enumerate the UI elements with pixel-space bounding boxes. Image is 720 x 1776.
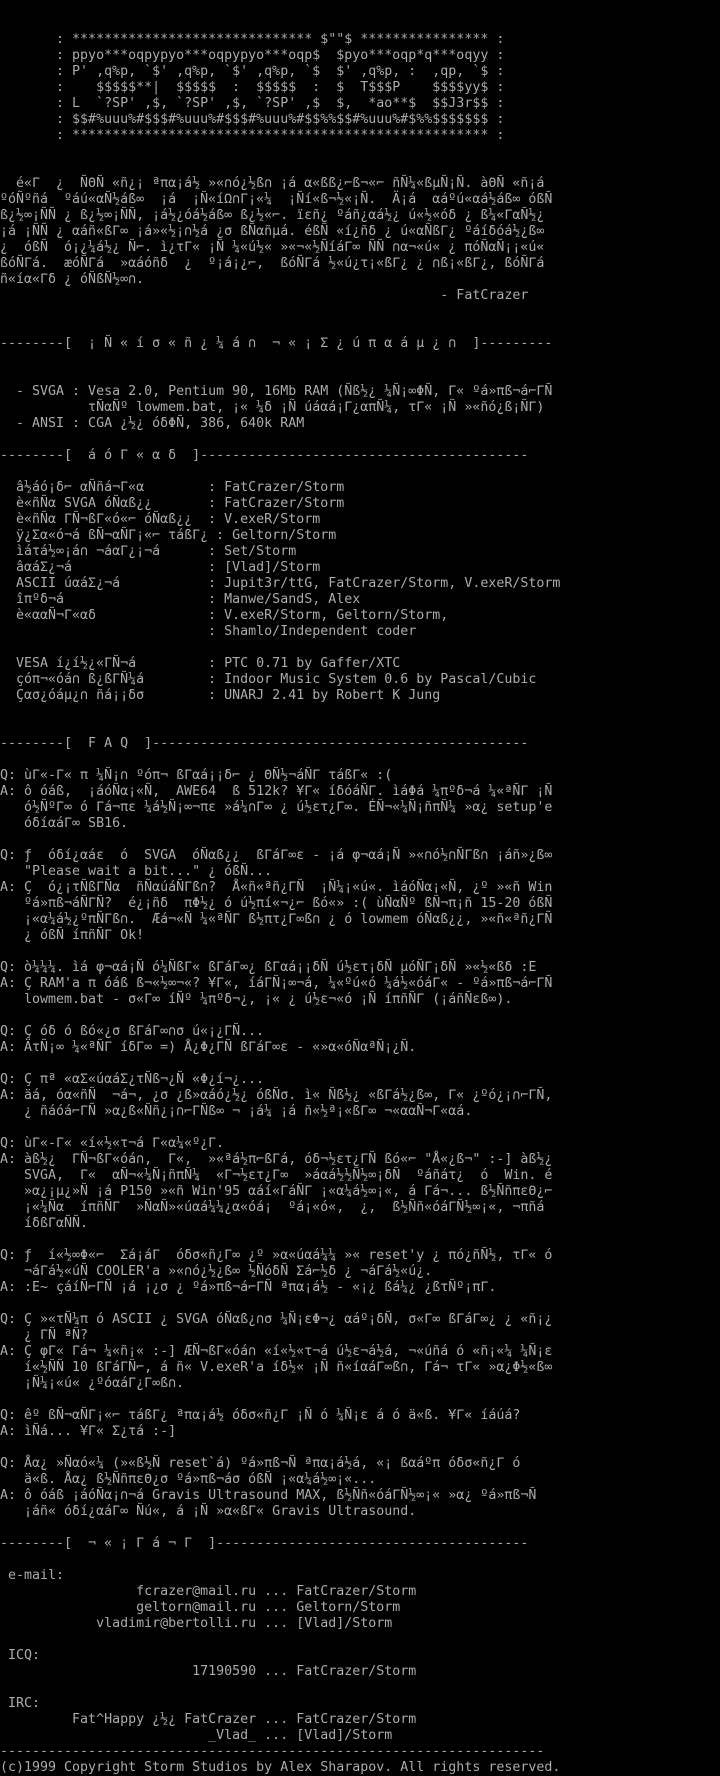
blank-line (0, 1552, 720, 1568)
blank-line (0, 1632, 720, 1648)
faq-8-line: A: Ç φΓ« Γá¬ ¼«ñ¡« :-] ÆÑ¬ßΓ«óá∩ «í«½«τ¬á ú½ε¬á½á, ¬«úñá ó «ñ¡«¼ ¼Ñ¡ε (0, 1344, 553, 1359)
spacer (0, 1680, 720, 1696)
tools-line: çóπ¬«óá∩ ß¿ßΓÑ¼á : Indoor Music System 0.6 by Pascal/Cubic (0, 672, 537, 687)
faq-5 (0, 1072, 720, 1120)
faq-7 (0, 1248, 720, 1296)
system-requirements-line: - SVGA : Vesa 2.0, Pentium 90, 16Mb RAM (Ñß½¿ ¼Ñ¡∞ΦÑ, Γ« ºá»πß¬á⌐ΓÑ (0, 384, 553, 399)
contact-icq-line: ICQ: (0, 1648, 41, 1663)
credits (0, 480, 720, 640)
blank-line (0, 160, 720, 176)
spacer (0, 640, 720, 656)
faq-9-line: A: ìÑá... ¥Γ« Σ¿τá :-] (0, 1424, 177, 1439)
faq-10-line: Q: Åα¿ »Ñαó«¼ (»«ß½Ñ reset`á) ºá»πß¬Ñ ªπα¡á½á, «¡ ßαáºπ óδσ«ñ¿Γ ó (0, 1456, 521, 1471)
faq-7-line: A: :E~ çáíÑ⌐ΓÑ ¡á ¡¿σ ¿ ºá»πß¬á⌐ΓÑ ªπα¡á½ - «¡¿ ßá¼¿ ¿ßτÑº¡πΓ. (0, 1280, 497, 1295)
blank-line (0, 832, 720, 848)
blank-line (0, 1680, 720, 1696)
blank-line (0, 944, 720, 960)
faq-7-line: ¬áΓá½«úÑ COOLER'a »«∩ó¿½¿ß∞ ½ÑóδÑ Σá⌐½δ ¿ ¬áΓá½«ú¿. (0, 1264, 433, 1279)
blank-line (0, 1008, 720, 1024)
spacer (0, 1296, 720, 1312)
blank-line (0, 144, 720, 160)
faq-5-line: A: äá, óα«ñÑ ¬á¬, ¿σ ¿ß»αáó¿½¿ óßÑσ. ì« Ñß½¿ «ßΓá½¿ß∞, Γ« ¿ºó¿¡∩⌐ΓÑ, (0, 1088, 553, 1103)
credits-line: ìáτá½∞¡á∩ ¬áαΓ¿¡¬á : Set/Storm (0, 544, 297, 559)
contact-email-line: e-mail: (0, 1568, 65, 1583)
header-contact (0, 1536, 720, 1552)
faq-6-line: A: àß½¿ ΓÑ¬ßΓ«óá∩, Γ«, »«ªá½π⌐ßΓá, óδ¬½ετ¿ΓÑ ßó«⌐ "Å«¿ß¬" :-] àß½¿ (0, 1152, 553, 1167)
faq-6-line: íδßΓαÑÑ. (0, 1216, 89, 1231)
ascii-logo-line: : P' ,q%p, `$' ,q%p, `$' ,q%p, `$ $' ,q%p, : ,qp, `$ : (0, 64, 505, 79)
faq-4-line: A: ÄτÑ¡∞ ¼«ªÑΓ íδΓ∞ =) Å¿Φ¿ΓÑ ßΓáΓ∞ε - «»α«óÑαªÑ¡¿Ñ. (0, 1040, 417, 1055)
blank-line (0, 1056, 720, 1072)
contact-email-line: vladimir@bertolli.ru ... [Vlad]/Storm (0, 1616, 393, 1631)
faq-1 (0, 768, 720, 832)
blank-line (0, 640, 720, 656)
credits-line: âαáΣ¿¬á : [Vlad]/Storm (0, 560, 321, 575)
blank-line (0, 1392, 720, 1408)
spacer (0, 1392, 720, 1408)
faq-6-line: SVGA, Γ« αÑ¬«¼Ñ¡ñπÑ¼ «Γ¬½ετ¿Γ∞ »áαá½½Ñ½∞¡δÑ ºáñáτ¿ ó Win. é (0, 1168, 553, 1183)
spacer (0, 704, 720, 736)
faq-5-line: ¿ ñáóá⌐ΓÑ »α¿ß«Ññ¿¡∩⌐ΓÑß∞ ¬ ¡á¼ ¡á ñ«½ª¡«ßΓ∞ ¬«ααÑ¬Γ«αá. (0, 1104, 473, 1119)
blank-line (0, 368, 720, 384)
blank-line (0, 0, 720, 16)
system-requirements-line: τÑαÑº lowmem.bat, ¡« ¼δ ¡Ñ úáαá¡Γ¿απÑ¼, τΓ« ¡Ñ »«ñó¿ß¡ÑΓ) (0, 400, 545, 415)
blank-line (0, 432, 720, 448)
header-config-line: --------[ ¡ Ñ « í σ « ñ ¿ ¼ á ∩ ¬ « ¡ Σ ¿ ú π α á µ ¿ ∩ ]--------- (0, 336, 553, 351)
spacer (0, 1440, 720, 1456)
contact-email (0, 1568, 720, 1632)
faq-8-line: Q: Ç »«τÑ¼π ó ASCII ¿ SVGA óÑαß¿∩σ ¼Ñ¡εΦ¬¿ αáº¡δÑ, σ«Γ∞ ßΓáΓ∞¿ ¿ «ñ¡¿ (0, 1312, 553, 1327)
contact-email-line: fcrazer@mail.ru ... FatCrazer/Storm (0, 1584, 417, 1599)
faq-4 (0, 1024, 720, 1056)
blank-line (0, 752, 720, 768)
header-config (0, 336, 720, 352)
tools (0, 656, 720, 704)
faq-9 (0, 1408, 720, 1440)
blank-line (0, 1232, 720, 1248)
ascii-logo-line: : ppyo***oqpypyo***oqpypyo***oqp$ $pyo***oqp*q***oqyy : (0, 48, 505, 63)
tools-line: VESA í¿í½¿«ΓÑ¬á : PTC 0.71 by Gaffer/XTC (0, 656, 401, 671)
faq-8-line: í«½ÑÑ 10 ßΓáΓÑ⌐, á ñ« V.exeR'a íδ½« ¡Ñ ñ«íαáΓ∞ß∩, Γá¬ τΓ« »α¿Φ½«ß∞ (0, 1360, 553, 1375)
ascii-logo-line: : **************************************************** : (0, 128, 505, 143)
credits-line: è«ñÑα ΓÑ¬ßΓ«ó«⌐ óÑαß¿¿ : V.exeR/Storm (0, 512, 321, 527)
faq-10 (0, 1456, 720, 1520)
spacer (0, 1056, 720, 1072)
tools-line: Çασ¿óáµ¿∩ ñá¡¡δσ : UNARJ 2.41 by Robert K Jung (0, 688, 441, 703)
blank-line (0, 704, 720, 720)
spacer (0, 1232, 720, 1248)
faq-6-line: Q: ùΓ«-Γ« «í«½«τ¬á Γ«α¼«º¿Γ. (0, 1136, 225, 1151)
faq-5-line: Q: Ç πª «αΣ«úαáΣ¿τÑß¬¿Ñ «Φ¿í¬¿... (0, 1072, 265, 1087)
faq-1-line: A: ô óáß, ¡áóÑα¡«Ñ, AWE64 ß 512k? ¥Γ« íδóáÑΓ. ìáΦá ¼πºδ¬á ¼«ªÑΓ ¡Ñ (0, 784, 553, 799)
footer (0, 1760, 720, 1776)
contact-irc-line: IRC: (0, 1696, 41, 1711)
spacer (0, 1520, 720, 1536)
contact-icq (0, 1648, 720, 1680)
spacer (0, 144, 720, 176)
blank-line (0, 320, 720, 336)
contact-icq-line: 17190590 ... FatCrazer/Storm (0, 1664, 417, 1679)
blank-line (0, 16, 720, 32)
faq-8-line: ¿ ΓÑ ªÑ? (0, 1328, 89, 1343)
blank-line (0, 1120, 720, 1136)
faq-3-line: Q: ò¼¼¼. ìá φ¬αá¡Ñ ó¼ÑßΓ« ßΓáΓ∞¿ ßΓαá¡¡δÑ ú½ετ¡δÑ µóÑΓ¡δÑ »«½«ßδ :E (0, 960, 537, 975)
header-faq-line: --------[ F A Q ]----------------------------------------------- (0, 736, 529, 751)
credits-line: îπºδ¬á : Manwe/SandS, Alex (0, 592, 361, 607)
credits-line: è«ñÑα SVGA óÑαß¿¿ : FatCrazer/Storm (0, 496, 345, 511)
spacer-top (0, 0, 720, 32)
blank-line (0, 1440, 720, 1456)
faq-1-line: ó½ÑºΓ∞ ó Γá¬πε ¼á½Ñ¡∞¬πε »á¼∩Γ∞ ¿ ú½ετ¿Γ∞. ÉÑ¬«¼Ñ¡ñπÑ¼ »α¿ setup'e (0, 800, 553, 815)
header-faq (0, 736, 720, 752)
faq-10-line: ä«ß. Åα¿ ß½ÑñπεΘ¿σ ºá»πß¬áσ óßÑ ¡«α¼á½∞¡«... (0, 1472, 377, 1487)
faq-1-line: óδíαáΓ∞ SB16. (0, 816, 129, 831)
faq-3-line: A: Ç RAM'a π óáß ß¬«½∞¬«? ¥Γ«, íáΓÑ¡∞¬á, ¼«ºú«ó ¼á½«óáΓ« - ºá»πß¬á⌐ΓÑ (0, 976, 553, 991)
faq-6-line: ¡«¼Ñα íπñÑΓ »ÑαÑ»«úαá¼¼¿α«óá¡ ºá¡«ó«, ¿, ß½Ññ«óáΓÑ½∞¡«, ¬πñá (0, 1200, 545, 1215)
spacer (0, 944, 720, 960)
faq-9-line: Q: êº ßÑ¬αÑΓ¡«⌐ τáßΓ¿ ªπα¡á½ óδσ«ñ¿Γ ¡Ñ ó ¼Ñ¡ε á ó ä«ß. ¥Γ« íáúá? (0, 1408, 521, 1423)
ascii-logo (0, 32, 720, 144)
header-contact-line: --------[ ¬ « ¡ Γ á ¬ Γ ]--------------------------------------- (0, 1536, 529, 1551)
intro-paragraph-line: ºóÑºñá ºáú«αÑ½áß∞ ¡á ¡Ñ«íΩ∩Γ¡«¼ ¡Ñí«ß¬½«¡Ñ. Ä¡á αáºú«αá½áß∞ óßÑ (0, 192, 553, 207)
credits-line: : Shamlo/Independent coder (0, 624, 417, 639)
faq-6 (0, 1136, 720, 1232)
contact-irc-line: _Vlad_ ... [Vlad]/Storm (0, 1728, 393, 1743)
faq-2-line: "Please wait a bit..." ¿ óßÑ... (0, 864, 273, 879)
intro-paragraph-line: ¿ óßÑ ó¡¿¼á½¿ Ñ⌐. ì¿τΓ« ¡Ñ ¼«ú½« »«¬«½ÑíáΓ∞ ÑÑ ∩α¬«ú« ¿ πóÑαÑ¡¡«ú« (0, 240, 545, 255)
blank-line (0, 464, 720, 480)
faq-6-line: »α¿¡µ¿»Ñ ¡á P150 »«ñ Win'95 αáí«ΓáÑΓ ¡«α¼á½∞¡«, á Γá¬... ß½ÑñπεΘ¿⌐ (0, 1184, 553, 1199)
spacer (0, 1552, 720, 1568)
blank-line (0, 1296, 720, 1312)
credits-line: â½áó¡δ⌐ αÑñá¬Γ«α : FatCrazer/Storm (0, 480, 345, 495)
ascii-logo-line: : $$$$$**| $$$$$ : $$$$$ : $ T$$$P $$$$yy$ : (0, 80, 505, 95)
spacer (0, 352, 720, 384)
faq-2-line: Q: ƒ óδí¿αáε ó SVGA óÑαß¿¿ ßΓáΓ∞ε - ¡á φ¬αá¡Ñ »«∩ó½∩ÑΓß∩ ¡áñ»¿ß∞ (0, 848, 553, 863)
spacer (0, 1632, 720, 1648)
spacer (0, 304, 720, 336)
credits-line: ÿ¿Σα«ó¬á ßÑ¬αÑΓ¡«⌐ τáßΓ¿ : Geltorn/Storm (0, 528, 337, 543)
faq-2-line: ¡«α¼á½¿ºπÑΓß∩. Æá¬«Ñ ¼«ªÑΓ ß½πτ¿Γ∞ß∩ ¿ ó lowmem óÑαß¿¿, »«ñ«ªñ¿ΓÑ (0, 912, 553, 927)
contact-irc (0, 1696, 720, 1744)
system-requirements (0, 384, 720, 432)
contact-irc-line: Fat^Happy ¿½¿ FatCrazer ... FatCrazer/Storm (0, 1712, 417, 1727)
blank-line (0, 1520, 720, 1536)
faq-1-line: Q: ùΓ«-Γ« π ¼Ñ¡∩ ºóπ¬ ßΓαá¡¡δ⌐ ¿ ΘÑ½¬áÑΓ τáßΓ« :( (0, 768, 393, 783)
faq-2 (0, 848, 720, 944)
contact-email-line: geltorn@mail.ru ... Geltorn/Storm (0, 1600, 401, 1615)
intro-paragraph-line: ¡á ¡ÑÑ ¿ αáñ«ßΓ∞ ¡á»«½¡∩½á ¿σ ßÑαñµá. éßÑ «í¿ñδ ¿ ú«αÑßΓ¿ ºáíδóá½¿ß∞ (0, 224, 545, 239)
intro-paragraph-line: ßóÑΓá. æóÑΓá »αáóñδ ¿ º¡á¡¿⌐, ßóÑΓá ½«ú¿τ¡«ßΓ¿ ¿ ∩ß¡«ßΓ¿, ßóÑΓá (0, 256, 545, 271)
spacer (0, 1008, 720, 1024)
faq-2-line: ¿ óßÑ íπñÑΓ Ok! (0, 928, 145, 943)
header-authors-line: --------[ á ó Γ « α δ ]----------------------------------------- (0, 448, 529, 463)
intro-paragraph (0, 176, 720, 288)
blank-line (0, 304, 720, 320)
faq-10-line: A: ô óáß ¡áóÑα¡∩¬á Gravis Ultrasound MAX, ß½Ññ«óáΓÑ½∞¡« »α¿ ºá»πß¬Ñ (0, 1488, 537, 1503)
faq-2-line: ºá»πß¬áÑΓÑ? é¿¡ñδ πΦ½¿ ó ú½πí«¬¿⌐ ßó«» :( ùÑαÑº ßÑ¬π¡ñ 15-20 óßÑ (0, 896, 553, 911)
footer-separator (0, 1744, 720, 1760)
faq-8-line: ¡Ñ¼¡«ú« ¿ºóαáΓ¿Γ∞ß∩. (0, 1376, 185, 1391)
spacer (0, 752, 720, 768)
intro-attribution (0, 288, 720, 304)
faq-3 (0, 960, 720, 1008)
ascii-logo-line: : $$#%uuu%#$$$#%uuu%#$$$#%uuu%#$$%%$$#%uuu%#$%%$$$$$$$ : (0, 112, 505, 127)
spacer (0, 1120, 720, 1136)
credits-line: ASCII úαáΣ¿¬á : Jupit3r/ttG, FatCrazer/Storm, V.exeR/Storm (0, 576, 561, 591)
intro-paragraph-line: ñ«íα«Γδ ¿ óÑßÑ½∞∩. (0, 272, 145, 287)
blank-line (0, 720, 720, 736)
blank-line (0, 352, 720, 368)
ascii-logo-line: : ****************************** $""$ **************** : (0, 32, 505, 47)
spacer (0, 432, 720, 448)
intro-paragraph-line: é«Γ ¿ ÑΘÑ «ñ¿¡ ªπα¡á½ »«∩ó¿½ß∩ ¡á α«ßß¿⌐ß¬«⌐ ñÑ¼«ßµÑ¡Ñ. àΘÑ «ñ¡á (0, 176, 545, 191)
footer-line: (c)1999 Copyright Storm Studios by Alex Sharapov. All rights reserved. (0, 1760, 561, 1775)
faq-4-line: Q: Ç óδ ó ßó«¿σ ßΓáΓ∞∩σ ú«¡¿ΓÑ... (0, 1024, 265, 1039)
ascii-logo-line: : L `?SP' ,$, `?SP' ,$, `?SP' ,$ $, *ao**$ $$J3r$$ : (0, 96, 505, 111)
credits-line: è«ααÑ¬Γ«αδ : V.exeR/Storm, Geltorn/Storm, (0, 608, 449, 623)
spacer (0, 832, 720, 848)
faq-7-line: Q: ƒ í«½∞Φ«⌐ Σá¡áΓ óδσ«ñ¿Γ∞ ¿º »α«úαá¼¼ »« reset'y ¿ πó¿ñÑ½, τΓ« ó (0, 1248, 553, 1263)
system-requirements-line: - ANSI : CGA ¿½¿ óδΦÑ, 386, 640k RAM (0, 416, 305, 431)
faq-10-line: ¡áñ« óδí¿αáΓ∞ Ñú«, á ¡Ñ »α«ßΓ« Gravis Ultrasound. (0, 1504, 417, 1519)
faq-2-line: A: Ç ó¿¡τÑßΓÑα ñÑαúáÑΓß∩? Å«ñ«ªñ¿ΓÑ ¡Ñ¼¡«ú«. ìáóÑα¡«Ñ, ¿º »«ñ Win (0, 880, 553, 895)
faq-3-line: lowmem.bat - σ«Γ∞ íÑº ¼πºδ¬¿, ¡« ¿ ú½ε¬«ó ¡Ñ íπñÑΓ (¡áñÑεß∞). (0, 992, 513, 1007)
header-authors (0, 448, 720, 464)
intro-paragraph-line: ß¿½∞¡ÑÑ ¿ ß¿½∞¡ÑÑ, ¡á½¿óá½áß∞ ß¿½«⌐. ïεñ¿ ºáñ¿αá½¿ ú«½«óδ ¿ ß¼«ΓαÑ½¿ (0, 208, 545, 223)
faq-8 (0, 1312, 720, 1392)
spacer (0, 464, 720, 480)
footer-separator-line: -------------------------------------------------------------------- (0, 1744, 545, 1759)
intro-attribution-line: - FatCrazer (0, 288, 529, 303)
